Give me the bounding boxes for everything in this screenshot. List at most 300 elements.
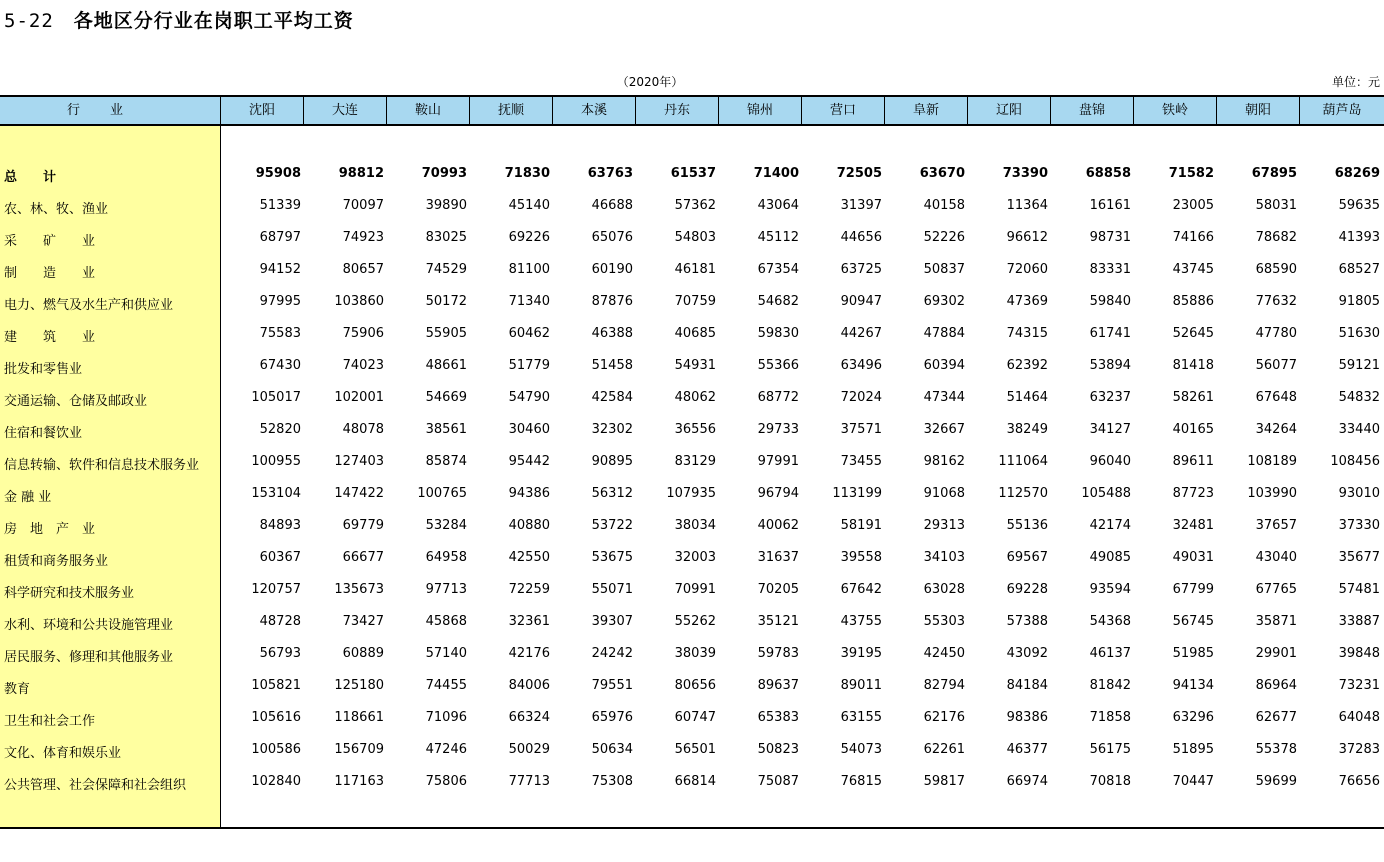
table-cell: 71582 bbox=[1168, 166, 1214, 181]
table-header bbox=[0, 95, 1384, 126]
table-cell: 103860 bbox=[334, 294, 384, 309]
table-cell: 46137 bbox=[1089, 646, 1131, 661]
table-cell: 57362 bbox=[674, 198, 716, 213]
table-cell: 105488 bbox=[1081, 486, 1131, 501]
table-cell: 81842 bbox=[1089, 678, 1131, 693]
table-cell: 105017 bbox=[251, 390, 301, 405]
table-cell: 51339 bbox=[259, 198, 301, 213]
table-cell: 62677 bbox=[1255, 710, 1297, 725]
table-cell: 55905 bbox=[425, 326, 467, 341]
table-cell: 85874 bbox=[425, 454, 467, 469]
table-cell: 39307 bbox=[591, 614, 633, 629]
table-cell: 75806 bbox=[425, 774, 467, 789]
table-cell: 43755 bbox=[840, 614, 882, 629]
table-cell: 68527 bbox=[1338, 262, 1380, 277]
table-row bbox=[0, 574, 1384, 606]
table-cell: 89011 bbox=[840, 678, 882, 693]
table-cell: 111064 bbox=[998, 454, 1048, 469]
table-cell: 32667 bbox=[923, 422, 965, 437]
table-cell: 93010 bbox=[1338, 486, 1380, 501]
table-row bbox=[0, 766, 1384, 798]
table-cell: 73231 bbox=[1338, 678, 1380, 693]
table-row bbox=[0, 702, 1384, 734]
table-cell: 60367 bbox=[259, 550, 301, 565]
table-cell: 33440 bbox=[1338, 422, 1380, 437]
row-label: 公共管理、社会保障和社会组织 bbox=[4, 778, 187, 793]
table-cell: 62176 bbox=[923, 710, 965, 725]
table-cell: 77713 bbox=[508, 774, 550, 789]
table-cell: 85886 bbox=[1172, 294, 1214, 309]
table-cell: 67765 bbox=[1255, 582, 1297, 597]
table-cell: 45112 bbox=[757, 230, 799, 245]
table-cell: 96612 bbox=[1006, 230, 1048, 245]
table-row bbox=[0, 446, 1384, 478]
table-cell: 83025 bbox=[425, 230, 467, 245]
table-cell: 29901 bbox=[1255, 646, 1297, 661]
table-cell: 51895 bbox=[1172, 742, 1214, 757]
table-cell: 70097 bbox=[342, 198, 384, 213]
table-cell: 55378 bbox=[1255, 742, 1297, 757]
row-label: 文化、体育和娱乐业 bbox=[4, 746, 122, 761]
table-cell: 147422 bbox=[334, 486, 384, 501]
table-cell: 56312 bbox=[591, 486, 633, 501]
table-cell: 75583 bbox=[259, 326, 301, 341]
table-cell: 40165 bbox=[1172, 422, 1214, 437]
table-cell: 63496 bbox=[840, 358, 882, 373]
table-cell: 67642 bbox=[840, 582, 882, 597]
table-cell: 55262 bbox=[674, 614, 716, 629]
table-cell: 42450 bbox=[923, 646, 965, 661]
table-cell: 36556 bbox=[674, 422, 716, 437]
table-cell: 94386 bbox=[508, 486, 550, 501]
table-cell: 105616 bbox=[251, 710, 301, 725]
table-cell: 40062 bbox=[757, 518, 799, 533]
table-cell: 34103 bbox=[923, 550, 965, 565]
table-cell: 37571 bbox=[840, 422, 882, 437]
table-cell: 60190 bbox=[591, 262, 633, 277]
table-cell: 74455 bbox=[425, 678, 467, 693]
header-city: 盘锦 bbox=[1051, 97, 1134, 124]
table-cell: 89611 bbox=[1172, 454, 1214, 469]
table-cell: 100955 bbox=[251, 454, 301, 469]
table-cell: 68590 bbox=[1255, 262, 1297, 277]
table-cell: 67430 bbox=[259, 358, 301, 373]
table-cell: 39195 bbox=[840, 646, 882, 661]
table-cell: 108189 bbox=[1247, 454, 1297, 469]
table-cell: 42174 bbox=[1089, 518, 1131, 533]
table-cell: 60747 bbox=[674, 710, 716, 725]
table-cell: 46388 bbox=[591, 326, 633, 341]
table-cell: 68797 bbox=[259, 230, 301, 245]
table-cell: 80656 bbox=[674, 678, 716, 693]
year-label: （2020年） bbox=[616, 75, 684, 89]
table-row bbox=[0, 350, 1384, 382]
table-title: 各地区分行业在岗职工平均工资 bbox=[73, 10, 354, 32]
table-cell: 102840 bbox=[251, 774, 301, 789]
table-cell: 43040 bbox=[1255, 550, 1297, 565]
table-cell: 91068 bbox=[923, 486, 965, 501]
table-cell: 38034 bbox=[674, 518, 716, 533]
table-cell: 74923 bbox=[342, 230, 384, 245]
table-cell: 70993 bbox=[421, 166, 467, 181]
table-cell: 39558 bbox=[840, 550, 882, 565]
table-cell: 120757 bbox=[251, 582, 301, 597]
table-cell: 60889 bbox=[342, 646, 384, 661]
header-city: 辽阳 bbox=[968, 97, 1051, 124]
table-cell: 43745 bbox=[1172, 262, 1214, 277]
header-city: 本溪 bbox=[553, 97, 636, 124]
table-cell: 38561 bbox=[425, 422, 467, 437]
table-cell: 51779 bbox=[508, 358, 550, 373]
table-cell: 56501 bbox=[674, 742, 716, 757]
table-cell: 53284 bbox=[425, 518, 467, 533]
table-cell: 41393 bbox=[1338, 230, 1380, 245]
table-cell: 96794 bbox=[757, 486, 799, 501]
table-cell: 59783 bbox=[757, 646, 799, 661]
table-cell: 46688 bbox=[591, 198, 633, 213]
table-row bbox=[0, 670, 1384, 702]
table-cell: 42176 bbox=[508, 646, 550, 661]
table-cell: 117163 bbox=[334, 774, 384, 789]
table-cell: 98731 bbox=[1089, 230, 1131, 245]
table-cell: 66324 bbox=[508, 710, 550, 725]
table-cell: 108456 bbox=[1330, 454, 1380, 469]
table-cell: 37330 bbox=[1338, 518, 1380, 533]
table-cell: 38039 bbox=[674, 646, 716, 661]
row-label: 制 造 业 bbox=[4, 266, 96, 281]
table-row bbox=[0, 254, 1384, 286]
table-cell: 57388 bbox=[1006, 614, 1048, 629]
table-cell: 61537 bbox=[670, 166, 716, 181]
table-cell: 70991 bbox=[674, 582, 716, 597]
header-city: 大连 bbox=[304, 97, 387, 124]
table-cell: 135673 bbox=[334, 582, 384, 597]
table-cell: 42584 bbox=[591, 390, 633, 405]
table-cell: 58031 bbox=[1255, 198, 1297, 213]
table-cell: 43064 bbox=[757, 198, 799, 213]
table-cell: 32481 bbox=[1172, 518, 1214, 533]
page-title bbox=[4, 6, 354, 33]
table-row bbox=[0, 190, 1384, 222]
table-cell: 90947 bbox=[840, 294, 882, 309]
table-cell: 54790 bbox=[508, 390, 550, 405]
table-cell: 74529 bbox=[425, 262, 467, 277]
table-cell: 30460 bbox=[508, 422, 550, 437]
table-cell: 45868 bbox=[425, 614, 467, 629]
row-label: 租赁和商务服务业 bbox=[4, 554, 109, 569]
row-label: 金 融 业 bbox=[4, 490, 52, 505]
row-label: 教育 bbox=[4, 682, 31, 697]
table-row bbox=[0, 638, 1384, 670]
table-cell: 153104 bbox=[251, 486, 301, 501]
header-city: 朝阳 bbox=[1217, 97, 1300, 124]
table-cell: 62261 bbox=[923, 742, 965, 757]
table-cell: 47246 bbox=[425, 742, 467, 757]
table-cell: 51985 bbox=[1172, 646, 1214, 661]
table-row bbox=[0, 222, 1384, 254]
table-cell: 63296 bbox=[1172, 710, 1214, 725]
table-cell: 82794 bbox=[923, 678, 965, 693]
table-cell: 43092 bbox=[1006, 646, 1048, 661]
table-cell: 94152 bbox=[259, 262, 301, 277]
row-label: 总 计 bbox=[4, 170, 57, 185]
header-city: 鞍山 bbox=[387, 97, 470, 124]
table-cell: 55303 bbox=[923, 614, 965, 629]
table-cell: 63028 bbox=[923, 582, 965, 597]
table-cell: 91805 bbox=[1338, 294, 1380, 309]
table-row bbox=[0, 478, 1384, 510]
table-cell: 56077 bbox=[1255, 358, 1297, 373]
table-cell: 60394 bbox=[923, 358, 965, 373]
table-cell: 76656 bbox=[1338, 774, 1380, 789]
table-row bbox=[0, 510, 1384, 542]
table-cell: 62392 bbox=[1006, 358, 1048, 373]
table-cell: 67354 bbox=[757, 262, 799, 277]
table-cell: 78682 bbox=[1255, 230, 1297, 245]
header-city: 锦州 bbox=[719, 97, 802, 124]
table-cell: 54682 bbox=[757, 294, 799, 309]
table-cell: 69779 bbox=[342, 518, 384, 533]
table-cell: 103990 bbox=[1247, 486, 1297, 501]
table-cell: 95442 bbox=[508, 454, 550, 469]
table-cell: 39848 bbox=[1338, 646, 1380, 661]
table-cell: 112570 bbox=[998, 486, 1048, 501]
table-cell: 46181 bbox=[674, 262, 716, 277]
table-cell: 98386 bbox=[1006, 710, 1048, 725]
header-industry: 行业 bbox=[0, 97, 221, 124]
table-cell: 63155 bbox=[840, 710, 882, 725]
row-label: 采 矿 业 bbox=[4, 234, 96, 249]
table-cell: 72259 bbox=[508, 582, 550, 597]
table-cell: 45140 bbox=[508, 198, 550, 213]
table-cell: 71340 bbox=[508, 294, 550, 309]
table-cell: 63670 bbox=[919, 166, 965, 181]
table-cell: 66677 bbox=[342, 550, 384, 565]
table-cell: 54073 bbox=[840, 742, 882, 757]
table-cell: 49031 bbox=[1172, 550, 1214, 565]
table-cell: 35677 bbox=[1338, 550, 1380, 565]
table-cell: 102001 bbox=[334, 390, 384, 405]
table-row bbox=[0, 286, 1384, 318]
table-cell: 74315 bbox=[1006, 326, 1048, 341]
table-cell: 50634 bbox=[591, 742, 633, 757]
table-cell: 76815 bbox=[840, 774, 882, 789]
table-cell: 95908 bbox=[255, 166, 301, 181]
table-cell: 44267 bbox=[840, 326, 882, 341]
table-cell: 65383 bbox=[757, 710, 799, 725]
table-cell: 23005 bbox=[1172, 198, 1214, 213]
table-cell: 56793 bbox=[259, 646, 301, 661]
row-label: 科学研究和技术服务业 bbox=[4, 586, 135, 601]
table-cell: 50823 bbox=[757, 742, 799, 757]
table-cell: 93594 bbox=[1089, 582, 1131, 597]
table-cell: 32302 bbox=[591, 422, 633, 437]
row-label: 交通运输、仓储及邮政业 bbox=[4, 394, 148, 409]
table-cell: 89637 bbox=[757, 678, 799, 693]
table-cell: 125180 bbox=[334, 678, 384, 693]
table-cell: 32361 bbox=[508, 614, 550, 629]
table-cell: 63237 bbox=[1089, 390, 1131, 405]
table-cell: 79551 bbox=[591, 678, 633, 693]
table-cell: 40158 bbox=[923, 198, 965, 213]
table-cell: 24242 bbox=[591, 646, 633, 661]
table-cell: 31397 bbox=[840, 198, 882, 213]
table-cell: 68269 bbox=[1334, 166, 1380, 181]
row-label: 水利、环境和公共设施管理业 bbox=[4, 618, 174, 633]
table-cell: 52820 bbox=[259, 422, 301, 437]
table-cell: 77632 bbox=[1255, 294, 1297, 309]
table-cell: 97991 bbox=[757, 454, 799, 469]
table-cell: 83331 bbox=[1089, 262, 1131, 277]
header-city: 铁岭 bbox=[1134, 97, 1217, 124]
table-cell: 34264 bbox=[1255, 422, 1297, 437]
table-cell: 94134 bbox=[1172, 678, 1214, 693]
table-row bbox=[0, 158, 1384, 190]
table-cell: 70447 bbox=[1172, 774, 1214, 789]
table-cell: 96040 bbox=[1089, 454, 1131, 469]
table-cell: 105821 bbox=[251, 678, 301, 693]
table-cell: 81418 bbox=[1172, 358, 1214, 373]
table-cell: 29313 bbox=[923, 518, 965, 533]
table-cell: 87723 bbox=[1172, 486, 1214, 501]
table-cell: 72024 bbox=[840, 390, 882, 405]
table-cell: 38249 bbox=[1006, 422, 1048, 437]
table-cell: 72505 bbox=[836, 166, 882, 181]
table-cell: 48078 bbox=[342, 422, 384, 437]
unit-label: 单位：元 bbox=[1331, 75, 1380, 89]
table-cell: 63763 bbox=[587, 166, 633, 181]
table-cell: 70818 bbox=[1089, 774, 1131, 789]
row-label: 住宿和餐饮业 bbox=[4, 426, 83, 441]
table-cell: 74166 bbox=[1172, 230, 1214, 245]
table-cell: 66814 bbox=[674, 774, 716, 789]
table-cell: 58261 bbox=[1172, 390, 1214, 405]
header-city: 沈阳 bbox=[221, 97, 304, 124]
table-cell: 66974 bbox=[1006, 774, 1048, 789]
table-cell: 83129 bbox=[674, 454, 716, 469]
table-cell: 97713 bbox=[425, 582, 467, 597]
table-cell: 71400 bbox=[753, 166, 799, 181]
table-cell: 55136 bbox=[1006, 518, 1048, 533]
table-cell: 52645 bbox=[1172, 326, 1214, 341]
table-cell: 46377 bbox=[1006, 742, 1048, 757]
table-cell: 60462 bbox=[508, 326, 550, 341]
header-city: 丹东 bbox=[636, 97, 719, 124]
table-cell: 73455 bbox=[840, 454, 882, 469]
table-bottom-rule bbox=[0, 827, 1384, 829]
table-cell: 156709 bbox=[334, 742, 384, 757]
table-cell: 37657 bbox=[1255, 518, 1297, 533]
table-cell: 127403 bbox=[334, 454, 384, 469]
table-cell: 48661 bbox=[425, 358, 467, 373]
table-cell: 97995 bbox=[259, 294, 301, 309]
table-cell: 59699 bbox=[1255, 774, 1297, 789]
table-cell: 63725 bbox=[840, 262, 882, 277]
table-cell: 84893 bbox=[259, 518, 301, 533]
table-cell: 75087 bbox=[757, 774, 799, 789]
table-cell: 98162 bbox=[923, 454, 965, 469]
table-cell: 65076 bbox=[591, 230, 633, 245]
table-cell: 59817 bbox=[923, 774, 965, 789]
table-cell: 54669 bbox=[425, 390, 467, 405]
table-cell: 59121 bbox=[1338, 358, 1380, 373]
table-cell: 90895 bbox=[591, 454, 633, 469]
table-cell: 16161 bbox=[1089, 198, 1131, 213]
table-cell: 52226 bbox=[923, 230, 965, 245]
table-cell: 49085 bbox=[1089, 550, 1131, 565]
table-cell: 64958 bbox=[425, 550, 467, 565]
table-cell: 40685 bbox=[674, 326, 716, 341]
table-cell: 42550 bbox=[508, 550, 550, 565]
table-row bbox=[0, 382, 1384, 414]
table-cell: 11364 bbox=[1006, 198, 1048, 213]
table-cell: 84184 bbox=[1006, 678, 1048, 693]
header-city: 阜新 bbox=[885, 97, 968, 124]
table-cell: 73427 bbox=[342, 614, 384, 629]
row-label: 房 地 产 业 bbox=[4, 522, 96, 537]
table-cell: 51458 bbox=[591, 358, 633, 373]
table-cell: 50837 bbox=[923, 262, 965, 277]
table-cell: 59830 bbox=[757, 326, 799, 341]
table-cell: 57481 bbox=[1338, 582, 1380, 597]
table-cell: 61741 bbox=[1089, 326, 1131, 341]
table-cell: 86964 bbox=[1255, 678, 1297, 693]
table-cell: 54368 bbox=[1089, 614, 1131, 629]
table-cell: 34127 bbox=[1089, 422, 1131, 437]
table-cell: 68858 bbox=[1085, 166, 1131, 181]
table-cell: 33887 bbox=[1338, 614, 1380, 629]
table-cell: 40880 bbox=[508, 518, 550, 533]
table-cell: 69302 bbox=[923, 294, 965, 309]
table-row bbox=[0, 542, 1384, 574]
table-cell: 68772 bbox=[757, 390, 799, 405]
table-cell: 65976 bbox=[591, 710, 633, 725]
table-cell: 73390 bbox=[1002, 166, 1048, 181]
table-cell: 75906 bbox=[342, 326, 384, 341]
row-label: 批发和零售业 bbox=[4, 362, 83, 377]
table-cell: 56175 bbox=[1089, 742, 1131, 757]
table-cell: 35121 bbox=[757, 614, 799, 629]
table-cell: 55366 bbox=[757, 358, 799, 373]
row-label: 建 筑 业 bbox=[4, 330, 96, 345]
table-cell: 69567 bbox=[1006, 550, 1048, 565]
table-cell: 44656 bbox=[840, 230, 882, 245]
table-cell: 69228 bbox=[1006, 582, 1048, 597]
table-cell: 56745 bbox=[1172, 614, 1214, 629]
row-label: 电力、燃气及水生产和供应业 bbox=[4, 298, 174, 313]
table-cell: 51464 bbox=[1006, 390, 1048, 405]
table-cell: 72060 bbox=[1006, 262, 1048, 277]
table-cell: 35871 bbox=[1255, 614, 1297, 629]
table-cell: 59635 bbox=[1338, 198, 1380, 213]
table-cell: 54931 bbox=[674, 358, 716, 373]
table-cell: 113199 bbox=[832, 486, 882, 501]
table-cell: 48062 bbox=[674, 390, 716, 405]
table-cell: 107935 bbox=[666, 486, 716, 501]
table-cell: 70205 bbox=[757, 582, 799, 597]
table-cell: 118661 bbox=[334, 710, 384, 725]
table-cell: 31637 bbox=[757, 550, 799, 565]
table-cell: 51630 bbox=[1338, 326, 1380, 341]
table-cell: 53675 bbox=[591, 550, 633, 565]
table-cell: 80657 bbox=[342, 262, 384, 277]
table-cell: 81100 bbox=[508, 262, 550, 277]
table-cell: 71830 bbox=[504, 166, 550, 181]
table-number: 5-22 bbox=[4, 10, 54, 32]
row-label: 农、林、牧、渔业 bbox=[4, 202, 109, 217]
table-cell: 75308 bbox=[591, 774, 633, 789]
table-cell: 58191 bbox=[840, 518, 882, 533]
